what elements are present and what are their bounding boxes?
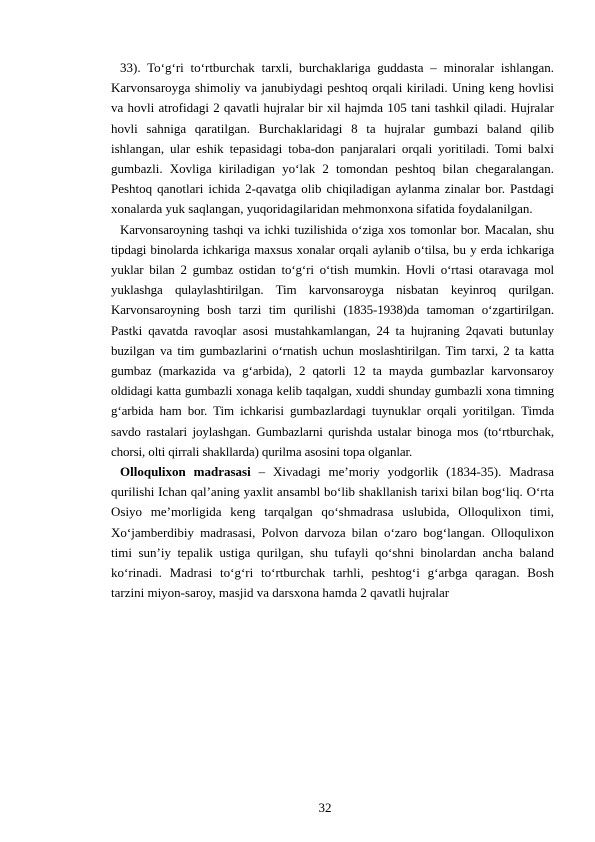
paragraph-text: 33). To‘g‘ri to‘rtburchak tarxli, burchaklariga guddasta – minoralar ishlangan. Karvonsaroyga shimoliy va janubiydagi peshtoq orqali kiriladi. Uning keng hovlisi va hovli atrofidagi 2 qavatli hujralar bir xil hajmda 105 tani tashkil qiladi. Hujralar hovli sahniga qaratilgan. Burchaklaridagi 8 ta hujralar gumbazi baland qilib ishlangan, ular eshik tepasidagi toba-don panjaralari orqali yoritiladi. Tomi balxi gumbazli. Xovliga kiriladigan yo‘lak 2 tomondan peshtoq bilan chegaralangan. Peshtoq qanotlari ichida 2-qavatga olib chiqiladigan aylanma zinalar bor. Pastdagi xonalarda yuk saqlangan, yuqoridagilaridan mehmonxona sifatida foydalanilgan. bbox=[111, 60, 554, 217]
term-heading: Olloqulixon madrasasi bbox=[120, 464, 251, 480]
paragraph-text: Karvonsaroyning tashqi va ichki tuzilishida o‘ziga xos tomonlar bor. Macalan, shu tipdagi binolarda ichkariga maxsus xonalar orqali aylanib o‘tilsa, bu y erda ichkariga yuklar bilan 2 gumbaz ostidan to‘g‘ri o‘tish mumkin. Hovli o‘rtasi otaravaga mol yuklashga qulaylashtirilgan. Tim karvonsaroyga nisbatan keyinroq qurilgan. Karvonsaroyning bosh tarzi tim qurilishi (1835-1938)da tamoman o‘zgartirilgan. Pastki qavatda ravoqlar asosi mustahkamlangan, 24 ta hujraning 2qavati butunlay buzilgan va tim gumbazlarini o‘rnatish uchun moslashtirilgan. Tim tarxi, 2 ta katta gumbaz (markazida va g‘arbida), 2 qatorli 12 ta mayda gumbazlar karvonsaroy oldidagi katta gumbazli xonaga kelib taqalgan, xuddi shunday gumbazli xona timning g‘arbida ham bor. Tim ichkarisi gumbazlardagi tuynuklar orqali yoritilgan. Timda savdo rastalari joylashgan. Gumbazlarni qurishda ustalar binoga mos (to‘rtburchak, chorsi, olti qirrali shakllarda) qurilma asosini topa olganlar. bbox=[111, 221, 554, 459]
page-number: 32 bbox=[318, 800, 332, 815]
paragraph-karvonsaroy-description bbox=[111, 58, 554, 220]
paragraph-karvonsaroy-structure bbox=[111, 220, 554, 462]
body-text bbox=[111, 58, 554, 603]
paragraph-olloqulixon-madrasasi bbox=[111, 462, 554, 603]
paragraph-text: – Xivadagi me’moriy yodgorlik (1834-35). Madrasa qurilishi Ichan qal’aning yaxlit ansambl bo‘lib shakllanish tarixi bilan bog‘liq. O‘rta Osiyo me’morligida keng tarqalgan qo‘shmadrasa uslubida, Olloqulixon timi, Xo‘jamberdibiy madrasasi, Polvon darvoza bilan o‘zaro bog‘langan. Olloqulixon timi sun’iy tepalik ustiga qurilgan, shu tufayli qo‘shni binolardan ancha baland ko‘rinadi. Madrasi to‘g‘ri to‘rtburchak tarhli, peshtog‘i g‘arbga qaragan. Bosh tarzini miyon-saroy, masjid va darsxona hamda 2 qavatli hujralar bbox=[111, 464, 554, 601]
